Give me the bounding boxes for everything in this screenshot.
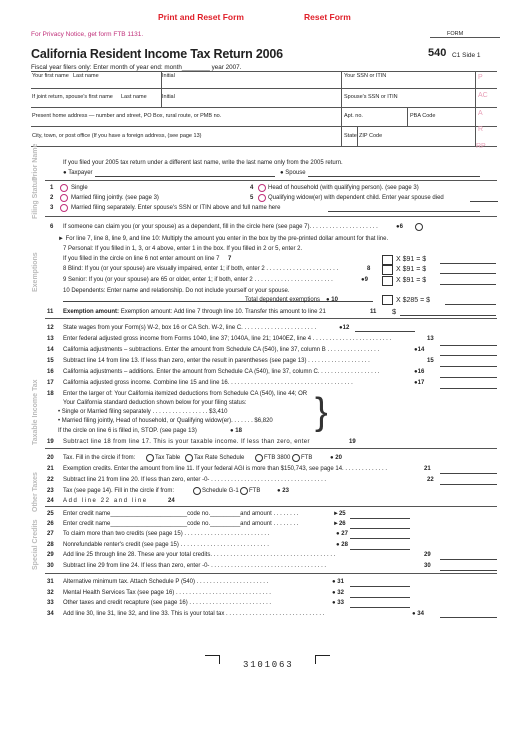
reset-form-button[interactable]: Reset Form <box>304 12 351 22</box>
schedule-g1-label: Schedule G-1 <box>202 488 239 494</box>
line-8-text: 8 Blind: If you (or your spouse) are visually impaired, enter 1; if both, enter 2 . . . . . . . . . . . . . . . . . . . . . . <box>63 266 339 272</box>
filing-single-label: Single <box>71 185 88 191</box>
schedule-g1-radio[interactable] <box>193 487 201 495</box>
line-24-text: Add line 22 and line <box>63 498 148 504</box>
line-20-text: Tax. Fill in the circle if from: <box>63 455 136 461</box>
city-field[interactable] <box>32 139 337 145</box>
line-18-joint: • Married filing jointly, Head of household, or Qualifying widow(er). . . . . . . $6,820 <box>58 418 273 424</box>
x91-line9: X $91 = $ <box>396 277 427 284</box>
box-line-8[interactable] <box>382 265 393 275</box>
box-line-7[interactable] <box>382 255 393 265</box>
spouse-last-name-field[interactable] <box>172 100 337 106</box>
line-18-text: Enter the larger of: Your California itemized deductions from Schedule CA (540), line 44; OR <box>63 391 308 397</box>
line-34-text: Add line 30, line 31, line 32, and line 33. This is your total tax . . . . . . . . . . . . . . . . . . . . . . . . . . . . . . <box>63 611 325 617</box>
line-22-text: Subtract line 21 from line 20. If less than zero, enter -0- . . . . . . . . . . . . . . . . . . . . . . . . . . . . . . . . . . . <box>63 477 327 483</box>
spouse-ssn-field[interactable] <box>344 100 472 106</box>
ssn-label: Your SSN or ITIN <box>344 73 387 79</box>
line-2-num: 2 <box>50 195 54 201</box>
form-title: California Resident Income Tax Return 2006 <box>31 47 283 61</box>
filing-widow-label: Qualifying widow(er) with dependent child. Enter year spouse died <box>268 195 444 201</box>
form-number: 540 <box>428 47 447 59</box>
last-name-field[interactable] <box>172 80 337 87</box>
box-line-10[interactable] <box>382 295 393 305</box>
filing-hoh-radio[interactable] <box>258 184 266 192</box>
brace-icon: } <box>315 391 328 433</box>
line-33-text: Other taxes and credit recapture (see page 16) . . . . . . . . . . . . . . . . . . . . . . . . . <box>63 600 272 606</box>
spouse-first-name-field[interactable] <box>32 100 157 106</box>
section-taxable-income: Taxable Income Tax <box>32 379 39 445</box>
line-32-text: Mental Health Services Tax (see page 16) . . . . . . . . . . . . . . . . . . . . . . . . . . . . . <box>63 590 271 596</box>
ftb3803-radio[interactable] <box>292 454 300 462</box>
line-16-text: California adjustments – additions. Enter the amount from Schedule CA (540), line 37, column C. . . . . . . . . . . . . . . . . . . <box>63 369 380 375</box>
section-special-credits: Special Credits <box>32 519 39 570</box>
ftb3800-label: FTB 3800 <box>264 455 291 461</box>
corner-mark-left <box>205 655 220 664</box>
print-and-reset-button[interactable]: Print and Reset Form <box>158 12 244 22</box>
line-12-text: State wages from your Form(s) W-2, box 16 or CA Sch. W-2, line C. . . . . . . . . . . . . . . . . . . . . . . <box>63 325 317 331</box>
dependent-circle[interactable] <box>415 223 423 231</box>
line-17-text: California adjusted gross income. Combine line 15 and line 16. . . . . . . . . . . . . . . . . . . . . . . . . . . . . . . . . . . . . . <box>63 380 353 386</box>
line-18-standard: Your California standard deduction shown below for your filing status: <box>63 400 247 406</box>
tax-rate-radio[interactable] <box>185 454 193 462</box>
filing-joint-radio[interactable] <box>60 194 68 202</box>
spouse-first-name-label: If joint return, spouse's first name <box>32 94 113 100</box>
line-15-text: Subtract line 14 from line 13. If less than zero, enter the result in parentheses (see page 13) . . . . . . . . . . . . . . . . . . . <box>63 358 370 364</box>
taxpayer-label: ● Taxpayer <box>63 170 93 176</box>
first-name-label: Your first name <box>32 73 69 79</box>
spouse-last-name-label: Last name <box>121 94 147 100</box>
address-field[interactable] <box>32 119 337 125</box>
line-29-text: Add line 25 through line 28. These are your total credits. . . . . . . . . . . . . . . . . . . . . . . . . . . . . . . . . . . . . . <box>63 552 336 558</box>
line-19-text: Subtract line 18 from line 17. This is your taxable income. If less than zero, enter <box>63 439 310 445</box>
line-28-text: Nonrefundable renter's credit (see page 15) . . . . . . . . . . . . . . . . . . . . . . . . . . . <box>63 542 269 548</box>
line-14-text: California adjustments – subtractions. Enter the amount from Schedule CA (540), line 37, column B . . . . . . . . . . . . . . . . <box>63 347 380 353</box>
spouse-ssn-label: Spouse's SSN or ITIN <box>344 94 398 100</box>
line-3-num: 3 <box>50 205 54 211</box>
ftb3800-radio[interactable] <box>255 454 263 462</box>
line-26-text: Enter credit name_______________________code no._________and amount . . . . . . . . <box>63 521 299 527</box>
x91-line7: X $91 = $ <box>396 256 427 263</box>
line-5-num: 5 <box>250 195 254 201</box>
privacy-notice: For Privacy Notice, get form FTB 1131. <box>31 31 144 38</box>
line-11-dollar: $ <box>392 307 397 316</box>
line-10-text: 10 Dependents: Enter name and relationship. Do not include yourself or your spouse. <box>63 288 290 294</box>
section-other-taxes: Other Taxes <box>32 472 39 512</box>
section-exemptions: Exemptions <box>32 252 39 292</box>
city-label: City, town, or post office (If you have a foreign address, (see page 13) <box>32 133 202 139</box>
tax-table-label: Tax Table <box>155 455 181 461</box>
ssn-field[interactable] <box>344 80 472 87</box>
line-13-text: Enter federal adjusted gross income from Forms 1040, line 37; 1040A, line 21; 1040EZ, line 4 . . . . . . . . . . . . . . . . . . . . . . . . <box>63 336 392 342</box>
line-21-text: Exemption credits. Enter the amount from line 11. If your federal AGI is more than $150,743, see page 14. . . . . . . . . . . . . . <box>63 466 388 472</box>
line-7b-text: If you filled in the circle on line 6 not enter amount on line 7 <box>63 256 220 262</box>
code-p: P <box>478 74 483 81</box>
line-25-text: Enter credit name_______________________code no._________and amount . . . . . . . . <box>63 511 299 517</box>
x285-line10: X $285 = $ <box>396 297 431 304</box>
line-1-num: 1 <box>50 185 54 191</box>
form-code: 3101063 <box>243 660 294 670</box>
address-label: Present home address — number and street, PO Box, rural route, or PMB no. <box>32 113 222 119</box>
ftb5870-radio[interactable] <box>240 487 248 495</box>
filing-joint-label: Married filing jointly. (see page 3) <box>71 195 159 201</box>
ftb5870-label: FTB <box>249 488 261 494</box>
total-dependent-label: Total dependent exemptions <box>245 297 321 303</box>
prior-name-text: If you filed your 2005 tax return under a different last name, write the last name only from the 2005 return. <box>63 160 343 166</box>
code-r: R <box>478 126 484 133</box>
line-9-text: 9 Senior: If you (or your spouse) are 65 or older, enter 1; if both, enter 2 . . . . . . . . . . . . . . . . . . . . . . . . <box>63 277 333 283</box>
form-label: FORM <box>447 31 464 37</box>
corner-mark-right <box>315 655 330 664</box>
state-label: State <box>344 133 357 139</box>
initial-label: Initial <box>162 73 175 79</box>
filing-hoh-label: Head of household (with qualifying person). (see page 3) <box>268 185 419 191</box>
filing-widow-radio[interactable] <box>258 194 266 202</box>
tax-rate-label: Tax Rate Schedule <box>194 455 245 461</box>
line-31-text: Alternative minimum tax. Attach Schedule P (540) . . . . . . . . . . . . . . . . . . . . . . <box>63 579 269 585</box>
ftb3803-label: FTB <box>301 455 313 461</box>
x91-line8: X $91 = $ <box>396 266 427 273</box>
pba-label: PBA Code <box>410 113 436 119</box>
line-7-text: 7 Personal: If you filled in 1, 3, or 4 above, enter 1 in the box. If you filled in 2 or 5, enter 2. <box>63 246 303 252</box>
box-line-9[interactable] <box>382 276 393 286</box>
line-6-text: If someone can claim you (or your spouse) as a dependent, fill in the circle here (see page 7). . . . . . . . . . . . . . . . . . . . . <box>63 224 378 230</box>
form-side: C1 Side 1 <box>452 52 481 59</box>
line-30-text: Subtract line 29 from line 24. If less than zero, enter -0- . . . . . . . . . . . . . . . . . . . . . . . . . . . . . . . . . . . <box>63 563 327 569</box>
apt-label: Apt. no. <box>344 113 363 119</box>
section-prior-name: Prior Name <box>32 143 39 181</box>
fiscal-year-line: Fiscal year filers only: Enter month of year end: month________ year 2007. <box>31 64 242 71</box>
line-4-num: 4 <box>250 185 254 191</box>
section-filing-status: Filing Status <box>32 177 39 219</box>
line-23-text: Tax (see page 14). Fill in the circle if from: <box>63 488 175 494</box>
line-11-text: Exemption amount: Exemption amount: Add line 7 through line 10. Transfer this amount to line 21 <box>63 309 326 315</box>
zip-label: ZIP Code <box>359 133 383 139</box>
line-18-single: • Single or Married filing separately . . . . . . . . . . . . . . . . . $3,410 <box>58 409 228 415</box>
filing-single-radio[interactable] <box>60 184 68 192</box>
filing-separate-label: Married filing separately. Enter spouse's SSN or ITIN above and full name here <box>71 205 281 211</box>
code-ac: AC <box>478 92 488 99</box>
line-18-stop: If the circle on line 6 is filled in, STOP. (see page 13) <box>58 428 197 434</box>
spouse-initial-label: Initial <box>162 94 175 100</box>
filing-separate-radio[interactable] <box>60 204 68 212</box>
line-27-text: To claim more than two credits (see page 15) . . . . . . . . . . . . . . . . . . . . . . . . . . <box>63 531 270 537</box>
code-a: A <box>478 110 483 117</box>
first-name-field[interactable] <box>32 80 157 87</box>
tax-table-radio[interactable] <box>146 454 154 462</box>
spouse-label: ● Spouse <box>280 170 306 176</box>
code-rp: RP <box>476 143 486 150</box>
exemption-note: ► For line 7, line 8, line 9, and line 10: Multiply the amount you enter in the box by the pre-printed dollar amount for that line. <box>58 236 389 242</box>
last-name-label: Last name <box>73 73 99 79</box>
